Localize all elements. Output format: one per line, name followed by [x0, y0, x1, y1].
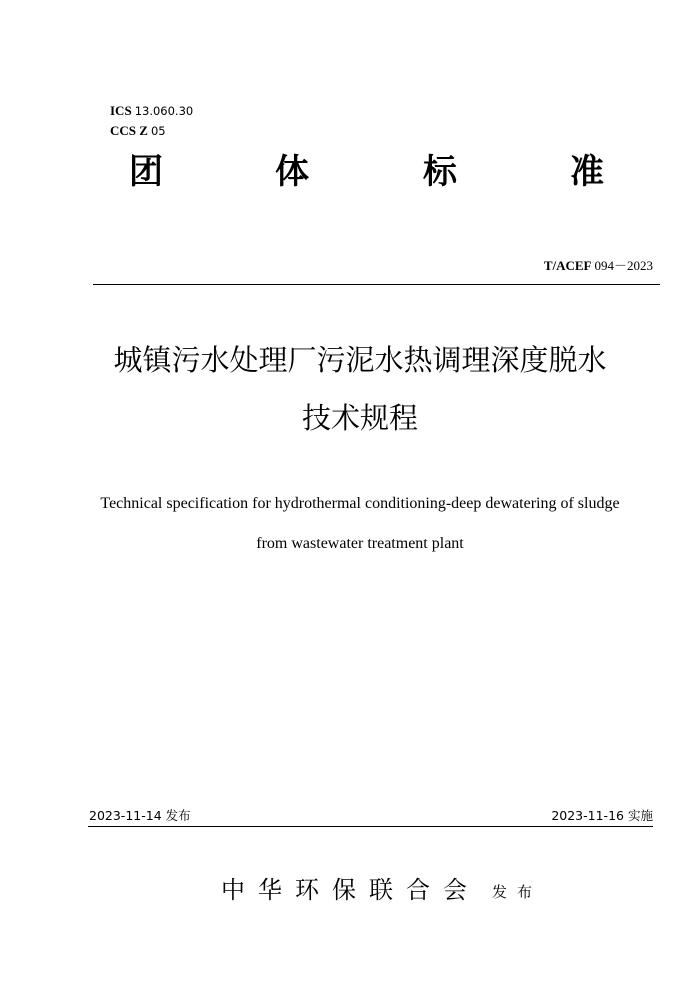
ics-code — [110, 104, 193, 118]
bottom-divider — [88, 826, 653, 827]
implement-date-value: 2023-11-16 — [551, 808, 624, 823]
top-divider — [93, 284, 660, 285]
issuing-action: 发布 — [492, 883, 543, 901]
ccs-label: CCS Z — [110, 123, 148, 138]
ccs-code — [110, 124, 166, 138]
heading-char-4: 准 — [570, 152, 604, 192]
standard-number — [544, 255, 653, 274]
standard-code: 094－2023 — [594, 258, 653, 273]
heading-char-2: 体 — [275, 152, 309, 192]
publish-date-label: 发布 — [165, 808, 191, 823]
ccs-value: 05 — [150, 124, 166, 138]
ics-label: ICS — [110, 103, 132, 118]
ics-value: 13.060.30 — [134, 104, 194, 118]
implement-date — [551, 808, 653, 824]
implement-date-label: 实施 — [627, 808, 653, 823]
chinese-title-line-1: 城镇污水处理厂污泥水热调理深度脱水 — [113, 343, 607, 377]
publish-date-value: 2023-11-14 — [89, 808, 162, 823]
publish-date — [89, 808, 191, 824]
english-title-line-2: from wastewater treatment plant — [256, 535, 464, 552]
heading-char-1: 团 — [129, 152, 163, 192]
standard-prefix: T/ACEF — [543, 258, 592, 273]
heading-char-3: 标 — [423, 152, 457, 192]
chinese-title-line-2: 技术规程 — [301, 401, 418, 435]
english-title-line-1: Technical specification for hydrothermal conditioning-deep dewatering of sludge — [100, 495, 620, 512]
issuing-organization: 中华环保联合会 — [221, 876, 480, 904]
